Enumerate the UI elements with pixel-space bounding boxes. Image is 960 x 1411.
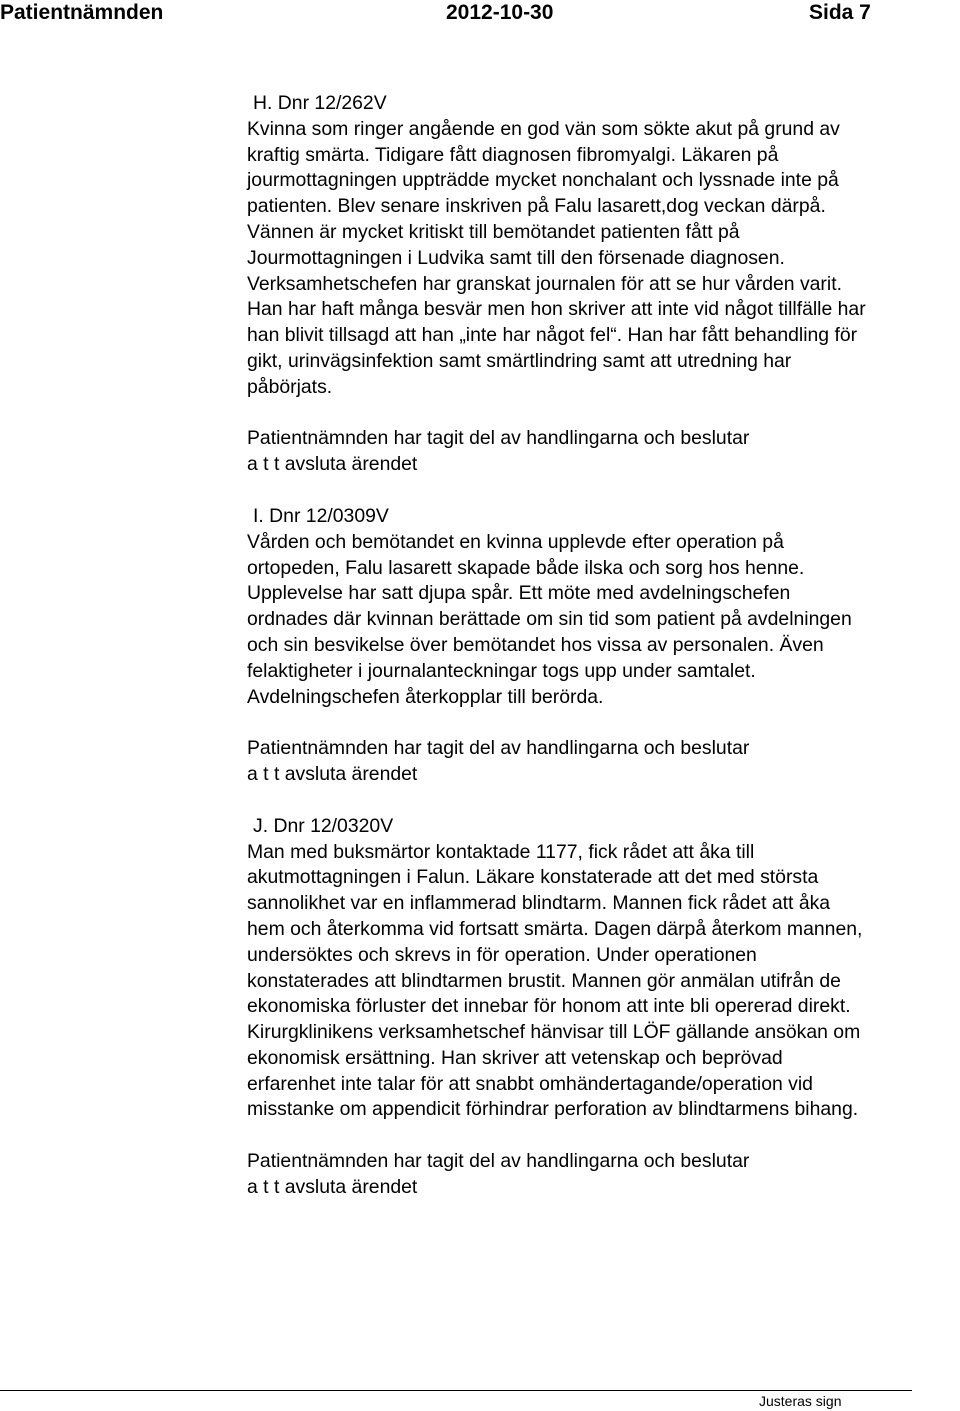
case-heading: J. Dnr 12/0320V [253,814,394,837]
case-text-line: Man med buksmärtor kontaktade 1177, fick rådet att åka till [247,840,755,863]
case-decision: Patientnämnden har tagit del av handlingarna och beslutar [247,1150,750,1173]
document-body [247,91,959,1201]
case-text-line: Verksamhetschefen har granskat journalen för att se hur vården varit. [247,272,842,295]
case-decision: Patientnämnden har tagit del av handlingarna och beslutar [247,737,750,760]
case-heading: H. Dnr 12/262V [253,92,387,114]
case-text-line: Avdelningschefen återkopplar till berörda. [247,685,604,708]
case-text-line: konstaterades att blindtarmen brustit. Mannen gör anmälan utifrån de [247,969,841,992]
case-text-line: undersöktes och skrevs in för operation. Under operationen [247,943,757,966]
case-decision: Patientnämnden har tagit del av handlingarna och beslutar [247,427,750,450]
case-text-line: Vännen är mycket kritiskt till bemötandet patienten fått på [247,220,740,243]
case-i [247,504,959,814]
spacer [247,710,959,736]
case-text-line: kraftig smärta. Tidigare fått diagnosen fibromyalgi. Läkaren på [247,143,779,166]
case-text-line: jourmottagningen uppträdde mycket nonchalant och lyssnade inte på [247,169,839,192]
case-text-line: felaktigheter i journalanteckningar togs upp under samtalet. [247,659,756,682]
case-text-line: akutmottagningen i Falun. Läkare konstaterade att det med största [247,866,819,889]
header-org: Patientnämnden [0,1,164,24]
case-text-line: och sin besvikelse över bemötandet hos vissa av personalen. Även [247,633,824,656]
header-page-number: Sida 7 [809,1,871,24]
case-text-line: ekonomisk ersättning. Han skriver att vetenskap och beprövad [247,1046,783,1069]
case-text-line: påbörjats. [247,375,333,398]
case-text-line: Jourmottagningen i Ludvika samt till den försenade diagnosen. [247,246,785,269]
case-text-line: ekonomiska förluster det innebar för honom att inte bli opererad direkt. [247,995,851,1018]
case-text-line: Vården och bemötandet en kvinna upplevde efter operation på [247,530,784,553]
header-date: 2012-10-30 [446,1,554,24]
case-text-line: erfarenhet inte talar för att snabbt omhändertagande/operation vid [247,1072,813,1095]
spacer [247,478,959,504]
case-j [247,814,959,1201]
case-text-line: Han har haft många besvär men hon skriver att inte vid något tillfälle har [247,298,866,321]
case-text-line: ortopeden, Falu lasarett skapade både ilska och sorg hos henne. [247,556,805,579]
case-text-line: ordnades där kvinnan berättade om sin tid som patient på avdelningen [247,608,852,631]
signature-label: Justeras sign [759,1393,842,1409]
case-text-line: Kirurgklinikens verksamhetschef hänvisar till LÖF gällande ansökan om [247,1021,861,1044]
spacer [247,401,959,427]
case-text-line: sannolikhet var en inflammerad blindtarm. Mannen fick rådet att åka [247,892,831,915]
spacer [247,1123,959,1149]
page-header [0,0,960,30]
spacer [247,788,959,814]
case-decision-outcome: a t t avsluta ärendet [247,1175,418,1198]
case-text-line: Upplevelse har satt djupa spår. Ett möte med avdelningschefen [247,582,791,605]
case-text-line: gikt, urinvägsinfektion samt smärtlindring samt att utredning har [247,349,792,372]
case-text-line: han blivit tillsagd att han „inte har något fel“. Han har fått behandling för [247,324,858,347]
case-h [247,91,959,504]
case-text-line: hem och återkomma vid fortsatt smärta. Dagen därpå återkom mannen, [247,917,863,940]
case-text-line: misstanke om appendicit förhindrar perforation av blindtarmens bihang. [247,1098,859,1121]
case-heading: I. Dnr 12/0309V [253,504,389,527]
case-decision-outcome: a t t avsluta ärendet [247,453,418,476]
case-text-line: Kvinna som ringer angående en god vän som sökte akut på grund av [247,117,840,140]
case-decision-outcome: a t t avsluta ärendet [247,762,418,785]
case-text-line: patienten. Blev senare inskriven på Falu lasarett,dog veckan därpå. [247,195,826,218]
signature-line [0,1390,912,1391]
